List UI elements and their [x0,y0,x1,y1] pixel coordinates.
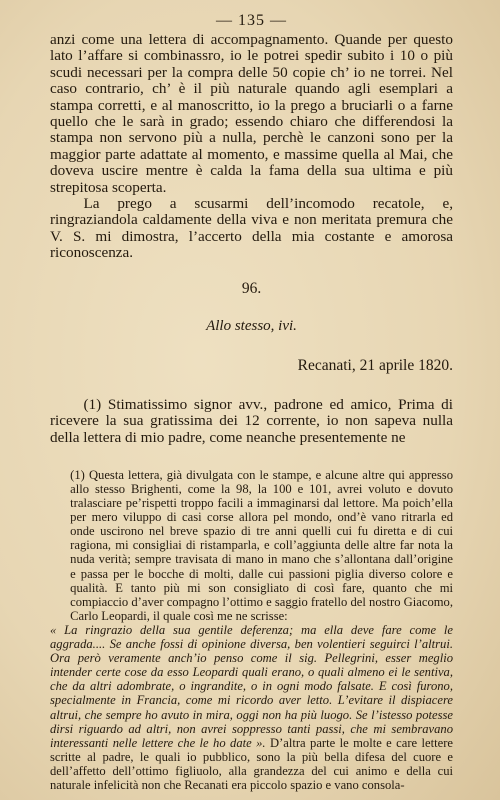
paragraph-2: La prego a scusarmi dell’incomodo recatole, e, ringraziandola caldamente della viva e non meritata premura che V. S. mi dimostra, l’accerto della mia costante e amorosa riconoscenza. [50,195,453,262]
letter-body [50,397,453,446]
main-text [50,32,453,262]
letter-dateline: Recanati, 21 aprile 1820. [297,356,453,374]
letter-heading: Allo stesso, ivi. [206,317,297,334]
footnote-quote: « La ringrazio della sua gentile deferenza; ma ella deve fare come le aggrada.... Se anche fossi di opinione diversa, ben volentieri seguirci l’altrui. Ora però veramente anch’io penso come il sig. Pellegrini, esser meglio intender certe cose da esso Leopardi quali erano, o quali almeno ei le sentiva, che da altri adombrate, o ingrandite, o in ogni modo falsate. E così furono, specialmente in Francia, come mi ricordo aver letto. L’evitare il dispiacere altrui, che sempre ho avuto in mira, oggi non ha più luogo. Se l’istesso potesse dirsi riguardo ad altri, non avrei soppresso tanti passi, che mi sembravano interessanti nelle lettere che le ho date ». [50,622,453,750]
footnote-intro: (1) Questa lettera, già divulgata con le stampe, e alcune altre qui appresso allo stesso Brighenti, come la 98, la 100 e 101, avrei voluto e dovuto tralasciare pe’rispetti troppo facili a immaginarsi dal lettore. Ma poich’ella per mero viluppo di casi corse allora pel mondo, ond’è vano ritrarla ed onde uscirono nel breve spazio di tre anni quelli cui fu diretta e di cui ragiona, mi consigliai di ristamparla, e coll’aggiunta delle altre far nota la nuda verità; sempre travisata di mano in mano che s’allontana dall’origine e passa per le bocche di molti, dalle cui passioni piglia diverso colore e qualità. E tanto più mi son consigliato di così fare, quanto che mi compiaccio d’aver compagno l’ottimo e saggio fratello del nostro Giacomo, Carlo Leopardi, il quale così me ne scrisse: [70,467,453,623]
footnote [50,468,453,792]
letter-opening: (1) Stimatissimo signor avv., padrone ed amico, Prima di ricevere la sua gratissima dei 12 corrente, io non sapeva nulla della lettera di mio padre, come neanche presentemente ne [50,395,453,446]
footnote-tail: D’altra parte le molte e care lettere scritte al padre, le quali io pubblico, sono la più bella difesa del cuore e dell’affetto dell’ottimo figliuolo, alla grandezza del cui animo e della cui naturale infelicità non che Recanati era piccolo spazio e vano consola- [50,735,453,792]
footnote-continuation [50,623,453,792]
letter-number: 96. [241,279,262,297]
page-number: — 135 — [216,12,287,29]
paragraph-1: anzi come una lettera di accompagnamento. Quande per questo lato l’affare si combinassro, io le potrei spedir subito i 10 o più scudi necessari per la compra delle 50 copie ch’ io ne torrei. Nel caso contrario, ch’ è il più naturale quando agli esemplari a stampa corretti, e al manoscritto, io la prego a bruciarli o a farne quello che le sarà in grado; essendo chiaro che differendosi la stampa non servono più a nulla, perchè le canzoni sono per la maggior parte adattate al momento, e massime quella al Mai, che doveva uscire mentre è calda la fama della sua ultima e più strepitosa scoperta. [50,31,453,196]
